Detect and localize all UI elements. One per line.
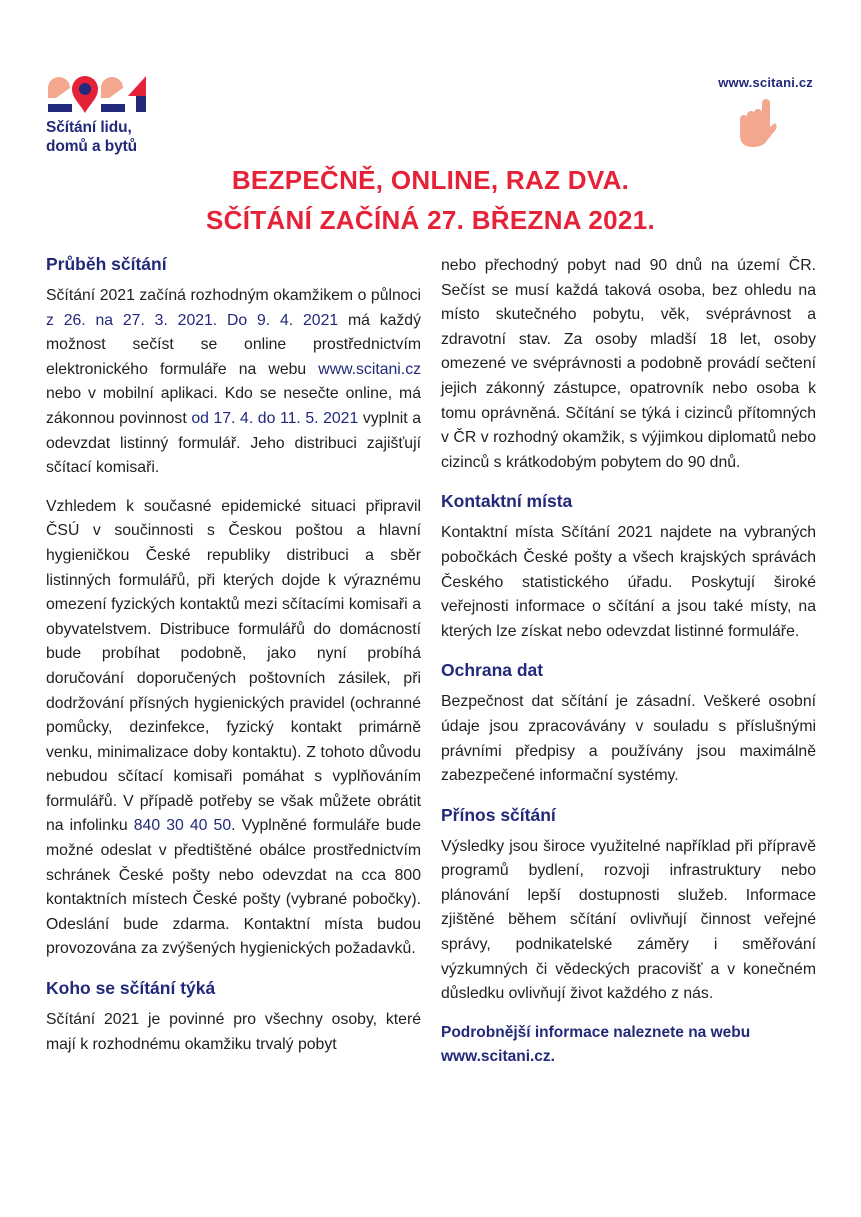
headline-line-1: BEZPEČNĚ, ONLINE, RAZ DVA.	[231, 165, 630, 195]
logo-2021-graphic	[46, 74, 148, 114]
section-title: Přínos sčítání	[441, 804, 556, 825]
footer-note	[441, 1021, 816, 1069]
footer-website-link[interactable]: www.scitani.cz.	[441, 1047, 555, 1065]
highlight-dates: z 26. na 27. 3. 2021. Do 9. 4. 2021	[46, 311, 339, 329]
section-prubeh	[46, 252, 421, 962]
website-link-inline[interactable]: www.scitani.cz	[318, 360, 421, 378]
left-column	[46, 252, 421, 1071]
paragraph: Bezpečnost dat sčítání je zásadní. Veškeré osobní údaje jsou zpracovávány v souladu s příslušnými právními předpisy a používány jsou maximálně zabezpečené informační systémy.	[441, 693, 816, 785]
section-title: Průběh sčítání	[46, 254, 167, 274]
logo-line-1: Sčítání lidu,	[46, 119, 132, 136]
paragraph: Výsledky jsou široce využitelné například při přípravě programů bydlení, rozvoji infrastruktury nebo plánování lepší dostupnosti služeb. Informace zjištěné během sčítání ovlivňují činnost veřejné správy, podnikatelské záměry i směřování výzkumných či vědeckých pracovišť a v konečném důsledku ovlivňují život každého z nás.	[441, 837, 816, 1003]
paragraph	[46, 284, 421, 481]
paragraph: nebo přechodný pobyt nad 90 dnů na území ČR. Sečíst se musí každá taková osoba, bez ohledu na místo skutečného pobytu, věk, svéprávnost a zdravotní stav. Za osoby mladší 18 let, osoby omezené ve svéprávnosti a podobně provádí sečtení jejich zákonný zástupce, opatrovník nebo osoba k tomu oprávněná. Sčítání se týká i cizinců přítomných v ČR v rozhodný okamžik, s výjimkou diplomatů nebo cizinců s krátkodobým pobytem do 90 dnů.	[441, 257, 816, 471]
text: nebo v mobilní aplikaci. Kdo se nesečte online, má zákonnou povinnost	[46, 385, 421, 427]
footer-line-1: Podrobnější informace naleznete na webu	[441, 1023, 751, 1041]
paragraph: Sčítání 2021 je povinné pro všechny osoby, které mají k rozhodnému okamžiku trvalý pobyt	[46, 1011, 421, 1053]
section-title: Koho se sčítání týká	[46, 978, 216, 999]
section-prinos	[441, 803, 816, 1007]
section-kontakt	[441, 489, 816, 644]
logo-line-2: domů a bytů	[46, 138, 138, 155]
pointing-hand-icon	[735, 97, 777, 154]
section-koho	[46, 976, 421, 1057]
headline-line-2: SČÍTÁNÍ ZAČÍNÁ 27. BŘEZNA 2021.	[206, 205, 655, 235]
right-column	[441, 254, 816, 1069]
text: Sčítání 2021 začíná rozhodným okamžikem o půlnoci	[46, 287, 421, 304]
headline	[0, 160, 861, 240]
section-title: Ochrana dat	[441, 660, 544, 681]
infoline-phone[interactable]: 840 30 40 50	[133, 817, 232, 835]
section-ochrana	[441, 658, 816, 788]
highlight-dates: od 17. 4. do 11. 5. 2021	[191, 409, 359, 427]
section-title: Kontaktní místa	[441, 491, 573, 512]
paragraph	[46, 495, 421, 962]
text: Vzhledem k současné epidemické situaci připravil ČSÚ v součinnosti s Českou poštou a hlavní hygieničkou České republiky distribuci a sběr listinných formulářů, při kterých dojde k výraznému omezení fyzických kontaktů mezi sčítacími komisaři a obyvatelstvem. Distribuce formulářů do domácností bude probíhat podobně, jako nyní probíhá doručování doporučených poštovních zásilek, při dodržování přísných hygienických pravidel (ochranné pomůcky, dezinfekce, fyzický kontakt primárně venku, minimalizace doby kontaktu). Z tohoto důvodu nebudou sčítací komisaři pomáhat s vyplňováním formulářů. V případě potřeby se však můžete obrátit na infolinku	[46, 497, 421, 835]
text: má každý možnost sečíst se online prostřednictvím elektronického formuláře na webu	[46, 311, 421, 378]
website-link[interactable]: www.scitani.cz	[718, 75, 813, 90]
text: vyplnit a odevzdat listinný formulář. Jeho distribuci zajišťují sčítací komisaři.	[46, 409, 422, 477]
census-logo	[46, 74, 156, 156]
section-koho-continued	[441, 254, 816, 475]
paragraph: Kontaktní místa Sčítání 2021 najdete na vybraných pobočkách České pošty a všech krajských správách Českého statistického úřadu. Poskytují široké veřejnosti informace o sčítání a jsou také místy, na kterých lze získat nebo odevzdat listinné formuláře.	[441, 524, 816, 640]
text: . Vyplněné formuláře bude možné odeslat v předtištěné obálce prostřednictvím schránek České pošty nebo odevzdat na cca 800 kontaktních místech České pošty (vybrané pobočky). Odeslání bude zdarma. Kontaktní místa budou provozována za zvýšených hygienických požadavků.	[46, 817, 421, 958]
